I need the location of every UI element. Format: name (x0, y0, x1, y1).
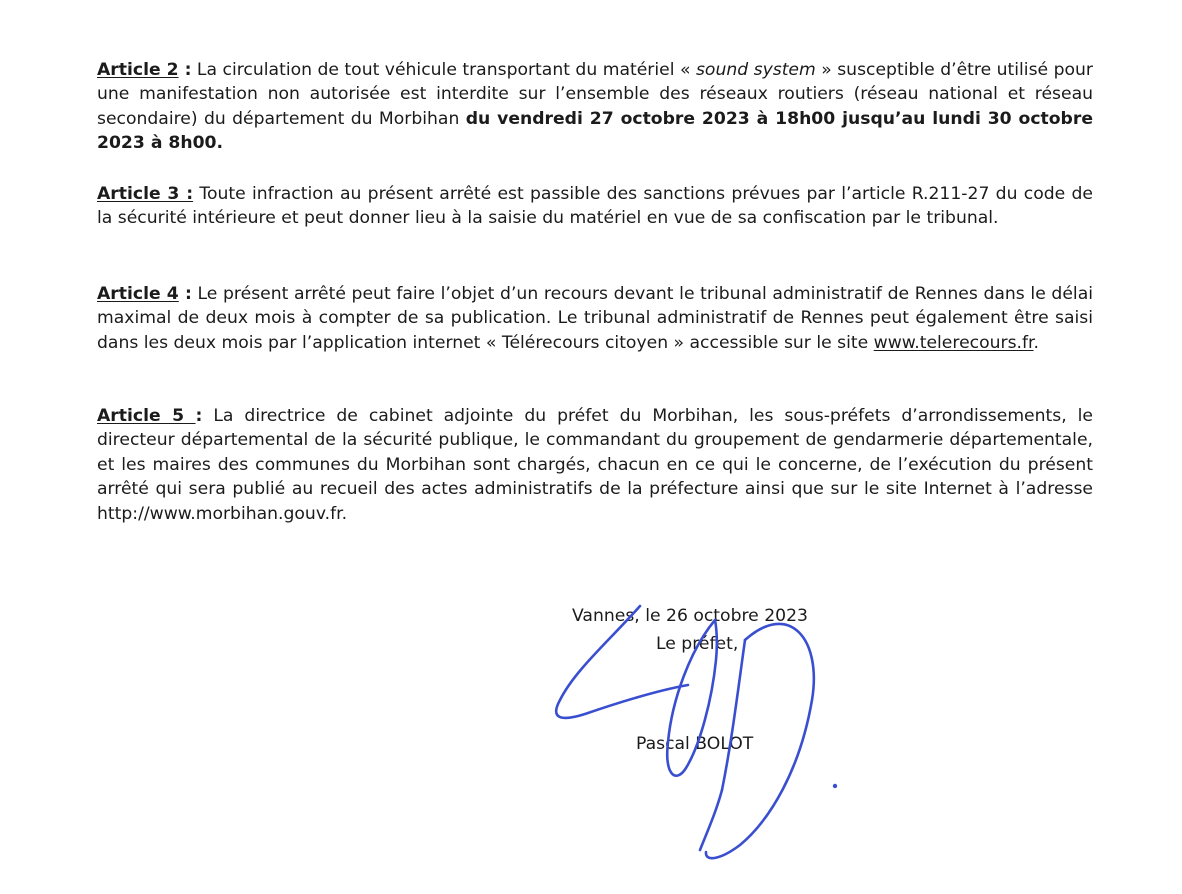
article-4 (97, 282, 1093, 355)
signature-title: Le préfet, (656, 634, 739, 654)
article-3 (97, 182, 1093, 231)
article-2-italic: sound system (695, 60, 816, 80)
article-2-dates: du vendredi 27 octobre 2023 à 18h00 jusqu’au lundi 30 octobre 2023 à 8h00. (97, 108, 1093, 154)
article-2 (97, 58, 1093, 156)
article-3-label: Article 3 : (97, 184, 194, 204)
article-5-label: Article 5 (97, 406, 196, 426)
article-4-separator: : (178, 284, 192, 304)
signature-name: Pascal BOLOT (636, 734, 754, 754)
article-2-text-2: » susceptible d’être utilisé pour une manifestation non autorisée est interdite sur l’ensemble des réseaux routiers (réseau national et réseau secondaire) du département du Morbihan (97, 60, 1093, 129)
article-2-separator: : (178, 60, 192, 80)
signature-place-date: Vannes, le 26 octobre 2023 (572, 606, 808, 626)
telerecours-link[interactable]: www.telerecours.fr (873, 332, 1034, 353)
article-2-text-1: La circulation de tout véhicule transportant du matériel « (191, 60, 696, 80)
article-5 (97, 404, 1093, 526)
article-4-label: Article 4 (97, 284, 179, 304)
article-4-text: Le présent arrêté peut faire l’objet d’un recours devant le tribunal administratif de Rennes dans le délai maximal de deux mois à compter de sa publication. Le tribunal administratif de Rennes peut également être saisi dans les deux mois par l’application internet « Télérecours citoyen » accessible sur le site (97, 284, 1094, 353)
article-3-text: Toute infraction au présent arrêté est passible des sanctions prévues par l’article R.211-27 du code de la sécurité intérieure et peut donner lieu à la saisie du matériel en vue de sa confiscation par le tribunal. (97, 184, 1093, 229)
article-5-separator: : (195, 406, 203, 426)
article-2-label: Article 2 (97, 60, 179, 80)
article-5-text: La directrice de cabinet adjointe du préfet du Morbihan, les sous-préfets d’arrondissements, le directeur départemental de la sécurité publique, le commandant du groupement de gendarmerie départementale, et les maires des communes du Morbihan sont chargés, chacun en ce qui le concerne, de l’exécution du présent arrêté qui sera publié au recueil des actes administratifs de la préfecture ainsi que sur le site Internet à l’adresse http://www.morbihan.gouv.fr. (97, 406, 1093, 524)
article-4-end: . (1033, 332, 1039, 353)
